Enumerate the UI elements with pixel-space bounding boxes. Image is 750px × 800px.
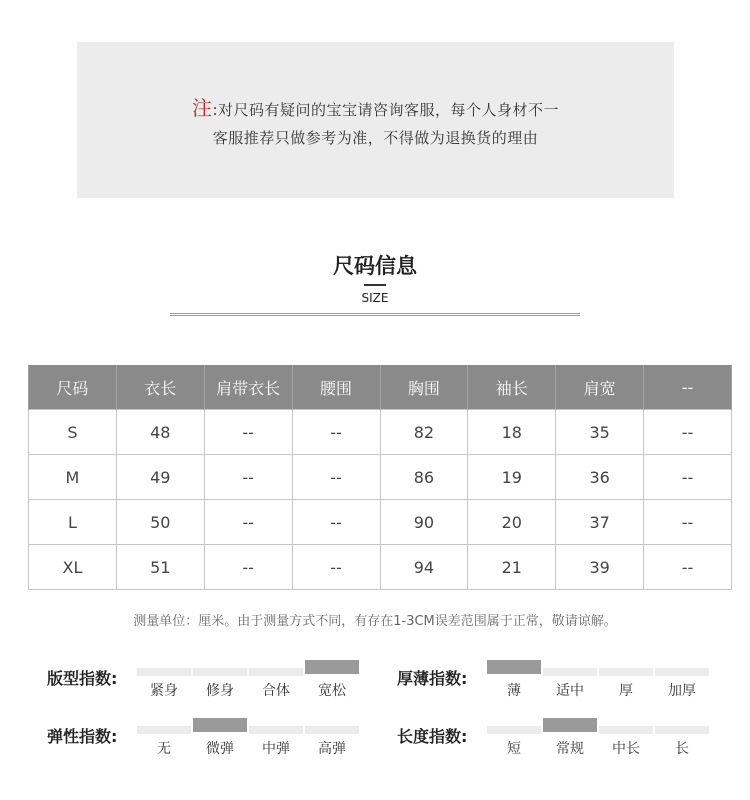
scale-option-label: 适中: [556, 683, 584, 699]
col-header-chest: 胸围: [380, 365, 468, 410]
table-cell: --: [644, 545, 732, 590]
scale-option-label: 长: [675, 741, 689, 757]
size-table: [28, 365, 732, 590]
table-cell: --: [204, 410, 292, 455]
table-cell: 82: [380, 410, 468, 455]
table-cell: --: [292, 545, 380, 590]
scale-option-label: 修身: [206, 683, 234, 699]
table-cell: 39: [556, 545, 644, 590]
notice-text-2: 客服推荐只做参考为准，不得做为退换货的理由: [212, 129, 539, 147]
scale-segment: [543, 668, 597, 676]
title-divider: [364, 284, 386, 286]
scale-segment-selected: [487, 660, 541, 674]
scale-segment: [305, 726, 359, 734]
section-subtitle: SIZE: [361, 291, 389, 305]
table-cell: --: [644, 410, 732, 455]
scale-segment: [137, 726, 191, 734]
col-header-size: 尺码: [29, 365, 117, 410]
scale-option-label: 高弹: [318, 741, 346, 757]
table-row: [29, 500, 732, 545]
notice-box: [77, 42, 674, 198]
table-cell: 36: [556, 455, 644, 500]
scale-segment: [193, 668, 247, 676]
table-cell: 20: [468, 500, 556, 545]
col-header-shoulder: 肩宽: [556, 365, 644, 410]
table-cell: 86: [380, 455, 468, 500]
table-cell: 48: [116, 410, 204, 455]
table-cell: 18: [468, 410, 556, 455]
scale-option-label: 紧身: [150, 683, 178, 699]
scale-segment: [249, 726, 303, 734]
scale-option-label: 无: [157, 741, 171, 757]
scale-segment: [249, 668, 303, 676]
table-cell: --: [292, 410, 380, 455]
notice-text-1: :对尺码有疑问的宝宝请咨询客服，每个人身材不一: [212, 101, 560, 119]
thickness-index-label: 厚薄指数:: [397, 669, 468, 688]
table-row: [29, 410, 732, 455]
scale-option-label: 短: [507, 741, 521, 757]
table-cell: 49: [116, 455, 204, 500]
col-header-waist: 腰围: [292, 365, 380, 410]
scale-segment: [599, 726, 653, 734]
table-cell: --: [644, 500, 732, 545]
table-row: [29, 545, 732, 590]
notice-mark: 注: [191, 96, 213, 120]
scale-option-label: 微弹: [206, 741, 234, 757]
elasticity-index-label: 弹性指数:: [47, 727, 118, 746]
table-cell: 51: [116, 545, 204, 590]
scale-option-label: 中弹: [262, 741, 290, 757]
scale-segment: [655, 726, 709, 734]
section-title: 尺码信息: [333, 254, 417, 278]
scale-segment-selected: [305, 660, 359, 674]
fit-index-label: 版型指数:: [47, 669, 118, 688]
scale-segment-selected: [193, 718, 247, 732]
scale-segment: [655, 668, 709, 676]
table-row: [29, 455, 732, 500]
table-cell: 21: [468, 545, 556, 590]
length-index-label: 长度指数:: [397, 727, 468, 746]
table-cell: 35: [556, 410, 644, 455]
scale-option-label: 常规: [556, 741, 584, 757]
col-header-sleeve: 袖长: [468, 365, 556, 410]
col-header-strap-length: 肩带衣长: [204, 365, 292, 410]
table-cell: 50: [116, 500, 204, 545]
table-cell: --: [292, 500, 380, 545]
scale-segment-selected: [543, 718, 597, 732]
table-cell: 94: [380, 545, 468, 590]
scale-segment: [487, 726, 541, 734]
table-cell: M: [29, 455, 117, 500]
col-header-extra: --: [644, 365, 732, 410]
scale-option-label: 中长: [612, 741, 640, 757]
size-table-header: [29, 365, 732, 410]
table-cell: --: [204, 455, 292, 500]
scale-segment: [599, 668, 653, 676]
measurement-note: 测量单位：厘米。由于测量方式不同，有存在1-3CM误差范围属于正常，敬请谅解。: [133, 614, 617, 629]
scale-option-label: 厚: [619, 683, 633, 699]
table-cell: 37: [556, 500, 644, 545]
table-cell: 90: [380, 500, 468, 545]
scale-segment: [137, 668, 191, 676]
table-cell: S: [29, 410, 117, 455]
table-cell: --: [204, 545, 292, 590]
scale-option-label: 薄: [507, 683, 521, 699]
table-cell: --: [292, 455, 380, 500]
table-cell: 19: [468, 455, 556, 500]
scale-option-label: 宽松: [318, 683, 346, 699]
scale-option-label: 加厚: [668, 683, 696, 699]
scale-option-label: 合体: [262, 683, 290, 699]
notice-line-1: [77, 94, 674, 124]
table-cell: --: [204, 500, 292, 545]
table-cell: --: [644, 455, 732, 500]
table-cell: XL: [29, 545, 117, 590]
col-header-length: 衣长: [116, 365, 204, 410]
title-rule: [170, 313, 580, 316]
table-cell: L: [29, 500, 117, 545]
